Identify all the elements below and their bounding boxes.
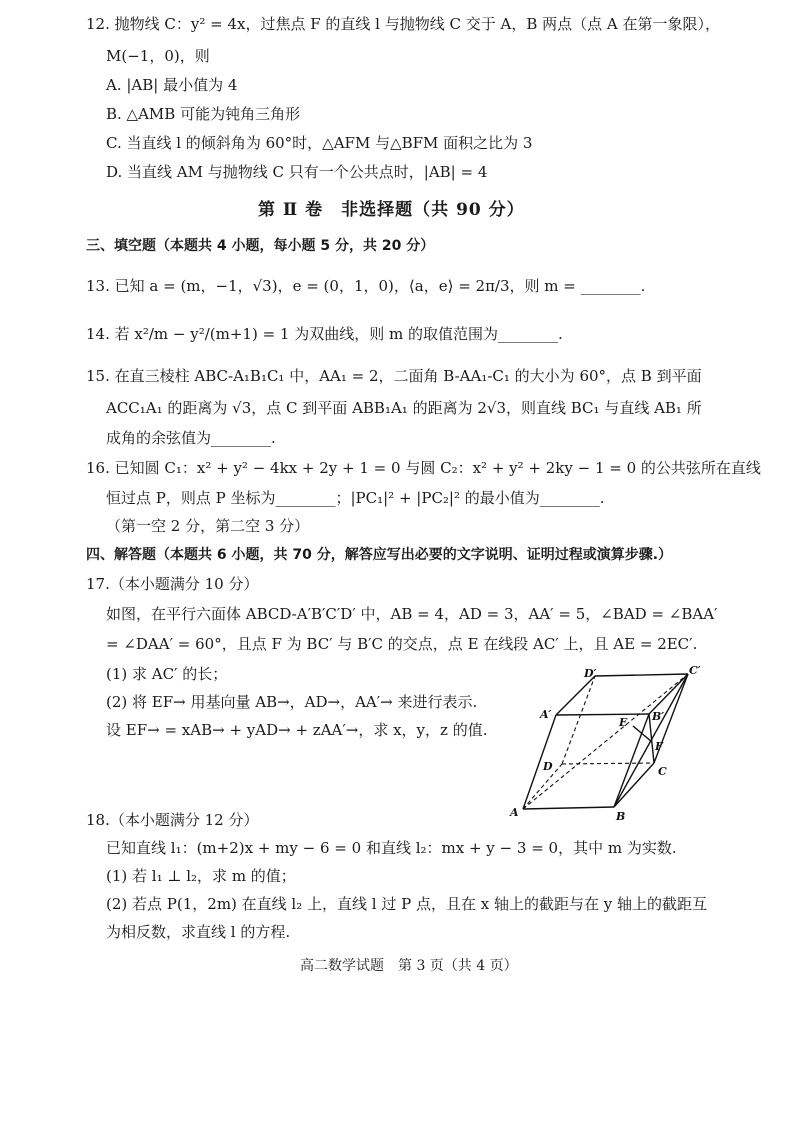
q15-line-1: 15. 在直三棱柱 ABC-A₁B₁C₁ 中，AA₁ = 2，二面角 B-AA₁-C₁ 的大小为 60°，点 B 到平面 (86, 367, 702, 385)
q12-option-d: D. 当直线 AM 与抛物线 C 只有一个公共点时，|AB| = 4 (106, 163, 488, 181)
label-c-prime: C′ (689, 664, 701, 677)
label-d: D (543, 760, 553, 773)
q18-part-1: (1) 若 l₁ ⊥ l₂，求 m 的值； (106, 867, 296, 885)
q15-line-3: 成角的余弦值为________. (106, 429, 276, 447)
section3-heading: 三、填空题（本题共 4 小题，每小题 5 分，共 20 分） (86, 238, 435, 254)
label-d-prime: D′ (584, 667, 597, 680)
edge-bc (614, 763, 654, 807)
hidden-edge-dc (562, 763, 654, 764)
label-e: E (619, 716, 628, 729)
q18-header: 18.（本小题满分 12 分） (86, 811, 259, 829)
q17-part-1: (1) 求 AC′ 的长； (106, 665, 228, 683)
q12-option-b: B. △AMB 可能为钝角三角形 (106, 105, 301, 123)
segment-ef (633, 726, 652, 742)
q12-stem-line-2: M(−1，0)，则 (106, 47, 210, 65)
section4-heading: 四、解答题（本题共 6 小题，共 70 分，解答应写出必要的文字说明、证明过程或演算步骤.） (86, 547, 673, 563)
q16-line-2: 恒过点 P，则点 P 坐标为________；|PC₁|² + |PC₂|² 的最小值为________. (106, 489, 605, 507)
hidden-edge-dd1 (562, 676, 595, 764)
q12-option-c: C. 当直线 l 的倾斜角为 60°时，△AFM 与△BFM 面积之比为 3 (106, 134, 533, 152)
label-f: F (655, 740, 663, 753)
q14: 14. 若 x²/m − y²/(m+1) = 1 为双曲线，则 m 的取值范围为________. (86, 325, 563, 343)
q12-stem-line-1: 12. 抛物线 C：y² = 4x，过焦点 F 的直线 l 与抛物线 C 交于 A，B 两点（点 A 在第一象限）， (86, 15, 721, 33)
q17-part-2-continued: 设 EF→ = xAB→ + yAD→ + zAA′→，求 x，y，z 的值. (106, 721, 488, 739)
label-b-prime: B′ (652, 710, 665, 723)
q13: 13. 已知 a = (m，−1，√3)，e = (0，1，0)，⟨a，e⟩ = 2π/3，则 m = ________. (86, 277, 646, 295)
label-a: A (510, 806, 519, 819)
q17-header: 17.（本小题满分 10 分） (86, 575, 259, 593)
page-footer: 高二数学试题 第 3 页（共 4 页） (300, 958, 518, 974)
label-a-prime: A′ (540, 708, 552, 721)
q17-line-1: 如图，在平行六面体 ABCD-A′B′C′D′ 中，AB = 4，AD = 3，AA′ = 5，∠BAD = ∠BAA′ (106, 605, 718, 623)
q16-line-3: （第一空 2 分，第二空 3 分） (106, 517, 310, 535)
q18-line-1: 已知直线 l₁：(m+2)x + my − 6 = 0 和直线 l₂：mx + y − 3 = 0，其中 m 为实数. (106, 839, 677, 857)
q15-line-2: ACC₁A₁ 的距离为 √3，点 C 到平面 ABB₁A₁ 的距离为 2√3，则直线 BC₁ 与直线 AB₁ 所 (106, 399, 702, 417)
edge-a1b1 (556, 714, 649, 715)
q17-line-2: = ∠DAA′ = 60°，且点 F 为 BC′ 与 B′C 的交点，点 E 在线段 AC′ 上，且 AE = 2EC′. (106, 635, 698, 653)
part2-title: 第 Ⅱ 卷 非选择题（共 90 分） (258, 200, 525, 220)
label-b: B (616, 810, 626, 823)
hidden-diagonal-ac1 (523, 674, 688, 809)
parallelepiped-figure (506, 660, 706, 830)
edge-d1a1 (556, 676, 595, 715)
q12-option-a: A. |AB| 最小值为 4 (106, 76, 238, 94)
label-c: C (658, 765, 667, 778)
q18-part-2: (2) 若点 P(1，2m) 在直线 l₂ 上，直线 l 过 P 点，且在 x 轴上的截距与在 y 轴上的截距互 (106, 895, 707, 913)
edge-c1d1 (595, 674, 688, 676)
q18-part-2-continued: 为相反数，求直线 l 的方程. (106, 923, 291, 941)
q16-line-1: 16. 已知圆 C₁：x² + y² − 4kx + 2y + 1 = 0 与圆 C₂：x² + y² + 2ky − 1 = 0 的公共弦所在直线 (86, 459, 761, 477)
edge-ab (523, 807, 614, 809)
q17-part-2: (2) 将 EF→ 用基向量 AB→，AD→，AA′→ 来进行表示. (106, 693, 478, 711)
